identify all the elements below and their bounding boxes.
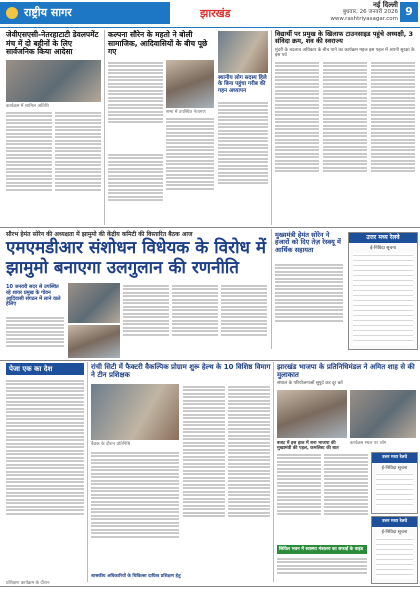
main-body-col3 [221,283,267,358]
story-2-headline: कल्पना सौरेन के महतो ने बोली सामाजिक, आदिवासियों के बीच पूछे गए [108,30,208,57]
section-title: झारखंड [200,7,231,20]
ad-subtitle: ई-निविदा सूचना [381,466,408,471]
story-1-photo [6,60,101,102]
story-8-photo-2 [350,390,416,438]
column-divider [87,362,88,582]
railway-tender-ad-2 [371,452,418,514]
main-headline: एमएमडीआर संशोधन विधेयक के विरोध में झामुमो बनाएगा उलगुलान की रणनीति [6,238,267,278]
column-divider [104,30,105,225]
city: नई दिल्ली [372,1,398,9]
railway-tender-ad-3 [371,516,418,584]
story-1-headline: जेवीएसएसी-नेतरहाटाटी डेवलपमेंट मंच में दो बहीनों के लिए सार्वजनिक किया आदेसा [6,30,99,57]
photo-caption: सभा में उपस्थित नेतागण [166,110,206,115]
story-2-body-col2 [166,116,214,225]
story-7-body [183,384,225,578]
story-1-body [6,110,52,225]
story-8-photo [277,390,347,438]
divider [0,227,420,228]
story-1-body-col2 [55,110,101,225]
story-2-body-col3 [108,152,163,225]
photo-caption: कार्यक्रम में शामिल अतिथि [6,104,49,109]
story-7-photo [91,384,179,440]
story-4-body-col2 [323,60,367,225]
ad-table [376,473,413,509]
photo-caption: कार्यक्रम स्थल पर लोग [350,441,387,446]
footer-rule [0,586,420,587]
story-2-body [108,60,163,150]
column-divider [271,229,272,349]
photo-caption: बैठक के दौरान प्रतिनिधि [91,442,131,447]
ad-title: उत्तर मध्य रेलवे [372,517,417,527]
main-photo-2 [68,325,120,358]
story-8-subhead: संथाल के परियोजनाओं सुपुर्द कर दूर करे [277,381,343,386]
story-4-body [275,60,319,225]
paper-name: राष्ट्रीय सागर [0,2,170,24]
photo-caption: प्रशिक्षण कार्यक्रम के दौरान [6,581,50,586]
ad-title: उत्तर मध्य रेलवे [372,453,417,463]
story-2-photo [166,60,214,108]
page-number: 9 [400,2,418,22]
divider [0,27,420,28]
story-3-body [218,100,268,225]
ad-table [376,537,413,579]
main-photo-1 [68,283,120,323]
main-body-col2 [172,283,218,358]
divider [0,360,420,361]
story-4-headline: विद्यार्थी पर प्रमुख के खिलाफ टाउनसाइड पहुंचे अध्यक्षी, 3 संविदा क्रम, शव की स्वराज्य [275,30,414,46]
story-8-body [277,452,321,542]
story-6-headline: पेजा एक का देश [6,363,84,375]
main-body [123,283,169,358]
website: www.rashtriyasagar.com [330,16,398,22]
masthead [0,0,420,26]
main-side-head: 10 जनवरी सदर से उपस्थित रहे शायर प्रमुख के गोवन आदिवासी संगठन में लाने वाले हेलिए [6,284,61,308]
story-11-headline: शासकीय अधिकारियों के चिकित्सा दायित्व प्रशिक्षण हेतु [91,574,181,579]
story-10-body [277,556,367,582]
story-7-body-col3 [91,450,179,578]
story-3-headline: स्थानीय लोग सदस्य हिले के बिना पहुंचा गरीब की गहन अध्यापन [218,75,267,94]
story-8-headline: झारखंड भाजपा के प्रतिनिधिमंडल ने अमित शाह से की मुलाकात [277,363,415,380]
ad-table [353,253,413,345]
story-4-subhead: मुंदरी के बदलाव अधिकार के बीच पाने का कार्यक्रम महज इस पहल में अपनी सुरक्षा के इस पर्व [275,48,415,59]
story-4-body-col3 [371,60,415,225]
column-divider [271,30,272,225]
story-5-headline: मुख्यमंत्री हेमंत सोरेन ने हजारों को दिए तेज़ रेस्क्यू में आर्थिक सहायता [275,231,341,254]
story-3-photo [218,31,268,73]
main-kicker: सौरभ हेमंत सोरेन की अध्यक्षता में झामुमो की केंद्रीय कमिटी की विस्तारित बैठक आज [6,231,193,238]
date: बुधवार, 26 जनवरी 2026 [342,9,398,15]
masthead-meta [330,2,398,23]
story-5-body [275,262,343,348]
main-side-body [6,315,64,360]
story-7-body-col2 [228,384,270,578]
story-6-body [6,378,84,578]
ad-subtitle: ई-निविदा सूचना [381,530,408,535]
ad-title: उत्तर मध्य रेलवे [349,233,417,243]
story-10-headline: सिविल भवन में स्वास्थ्य मंत्रालय का सफाई के वाइंड [277,545,367,554]
column-divider [273,362,274,582]
railway-tender-ad-1 [348,232,418,350]
story-7-headline: रांची सिटी में फैक्टरी वैकल्पिक प्रोग्राम शुरू हेल्थ के 10 विशिष्ठ विमाग ने टीन प्रशिक्षक [91,363,271,380]
ad-subtitle: ई-निविदा सूचना [370,246,396,251]
story-8-body-col2 [324,452,368,542]
story-9-caption: बजट में इस हाल में बना भाजपा की मुख्यमंत्री की पहल, कमलिस्ट की बात [277,441,339,452]
